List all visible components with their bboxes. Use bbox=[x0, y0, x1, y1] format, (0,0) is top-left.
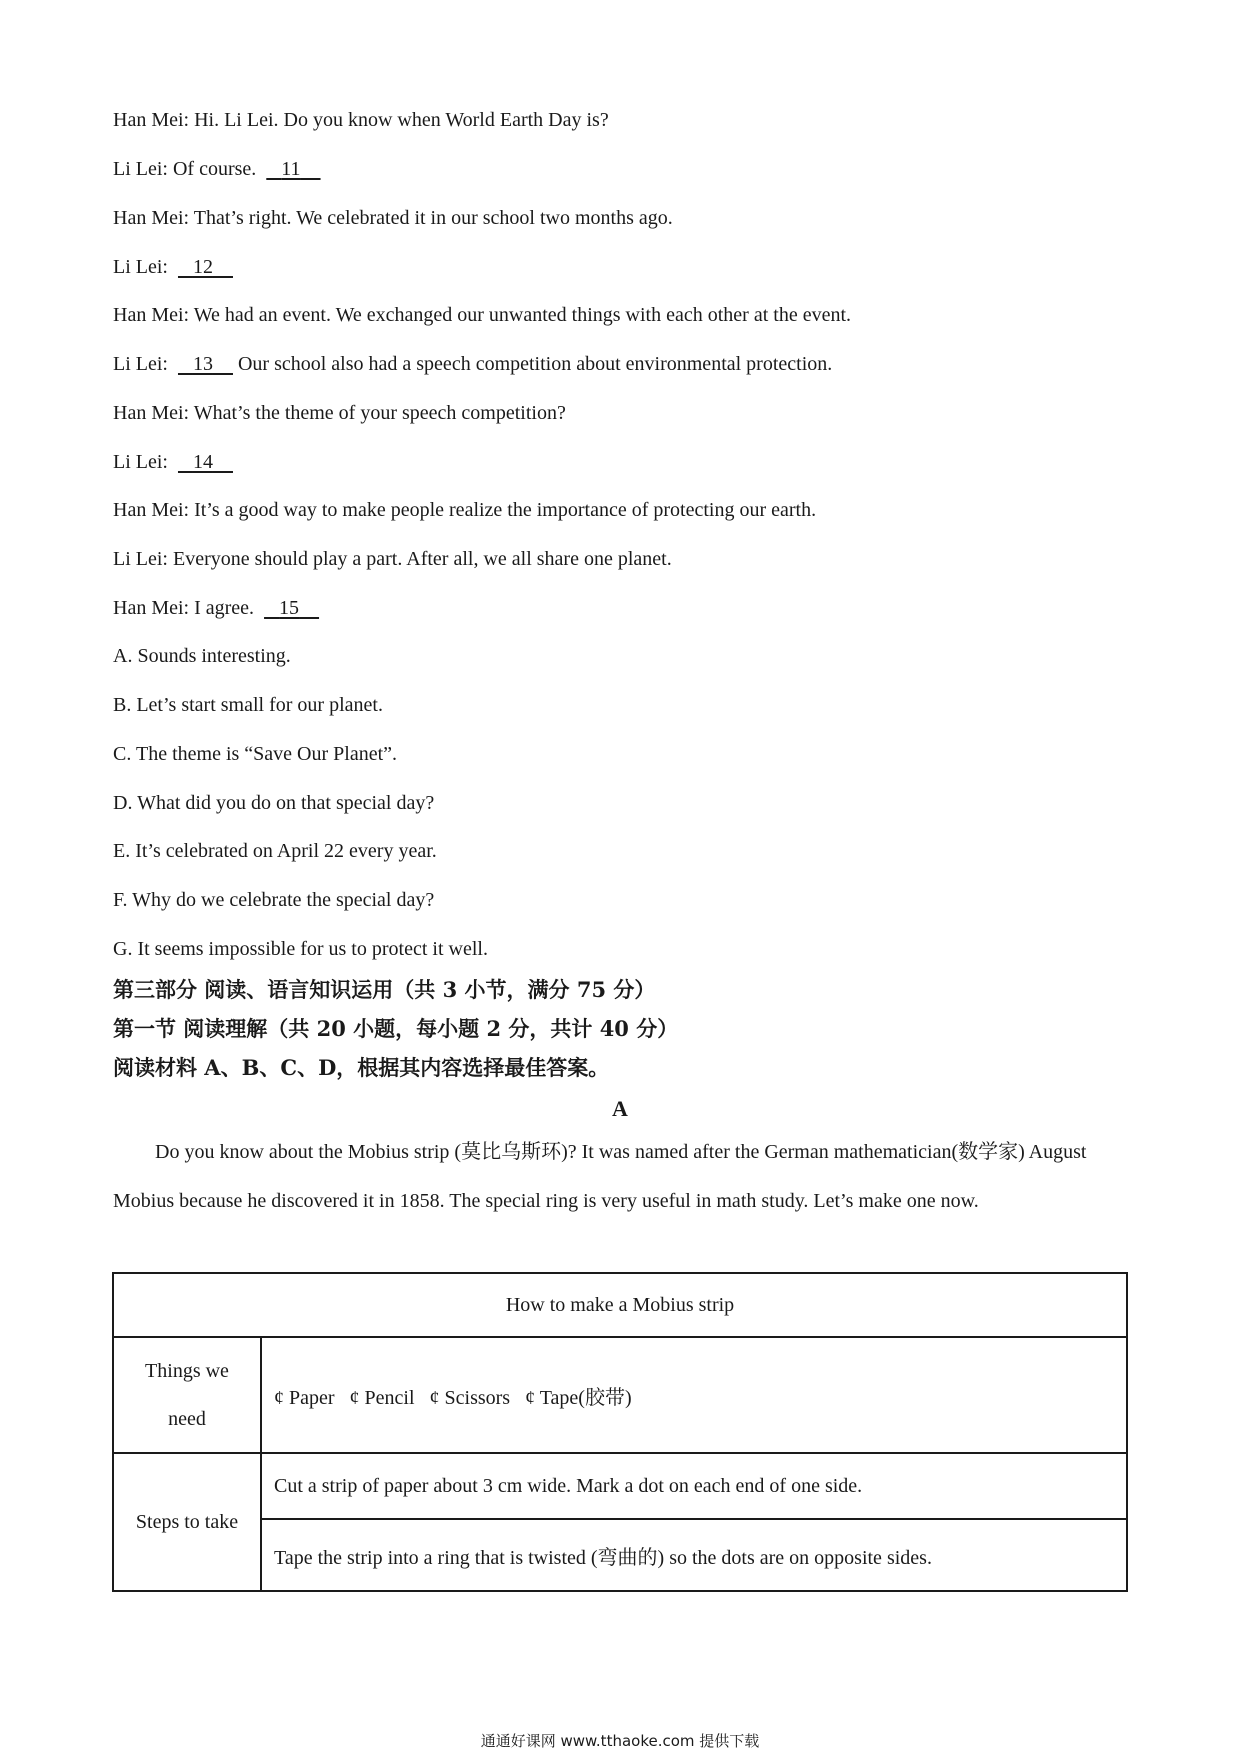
dialogue-line: Li Lei: 14 bbox=[113, 451, 213, 473]
blank-number: 14 bbox=[192, 451, 213, 473]
option-g: G. It seems impossible for us to protect it well. bbox=[113, 938, 488, 960]
passage-title: A bbox=[612, 1096, 628, 1121]
table-title: How to make a Mobius strip bbox=[113, 1273, 1127, 1337]
blank-number: 12 bbox=[192, 256, 213, 278]
blank-number: 15 bbox=[279, 597, 300, 619]
dialogue-line: Li Lei: Everyone should play a part. After all, we all share one planet. bbox=[113, 548, 672, 570]
step-2: Tape the strip into a ring that is twisted (弯曲的) so the dots are on opposite sides. bbox=[261, 1519, 1127, 1591]
step-1: Cut a strip of paper about 3 cm wide. Mark a dot on each end of one side. bbox=[261, 1453, 1127, 1519]
dialogue-line: Li Lei: 12 bbox=[113, 256, 213, 278]
option-a: A. Sounds interesting. bbox=[113, 645, 291, 667]
dialogue-line: Han Mei: What’s the theme of your speech competition? bbox=[113, 402, 566, 424]
option-d: D. What did you do on that special day? bbox=[113, 792, 435, 814]
instruction-table bbox=[112, 1272, 1128, 1592]
option-f: F. Why do we celebrate the special day? bbox=[113, 889, 435, 911]
option-b: B. Let’s start small for our planet. bbox=[113, 694, 383, 716]
things-list: ¢ Paper ¢ Pencil ¢ Scissors ¢ Tape(胶带) bbox=[261, 1337, 1127, 1453]
passage-paragraph: Do you know about the Mobius strip (莫比乌斯环)? It was named after the German mathematician(数学家) August Mobius because he discovered it in 1858. The special ring is very useful in math study. Let’s make one now. bbox=[113, 1141, 1087, 1212]
dialogue-line: Li Lei: Of course. 11 bbox=[113, 158, 301, 180]
dialogue-line: Han Mei: It’s a good way to make people realize the importance of protecting our earth. bbox=[113, 499, 817, 521]
section-header-part3: 第三部分 阅读、语言知识运用（共 3 小节，满分 75 分） bbox=[113, 977, 656, 1002]
dialogue-line: Han Mei: That’s right. We celebrated it in our school two months ago. bbox=[113, 207, 673, 229]
option-e: E. It’s celebrated on April 22 every year. bbox=[113, 840, 437, 862]
dialogue-line: Han Mei: Hi. Li Lei. Do you know when World Earth Day is? bbox=[113, 109, 609, 131]
blank-number: 11 bbox=[281, 158, 301, 180]
blank-number: 13 bbox=[192, 353, 213, 375]
things-label: Things we need bbox=[113, 1337, 261, 1453]
dialogue-line: Han Mei: I agree. 15 bbox=[113, 597, 300, 619]
footer-watermark: 通通好课网 www.tthaoke.com 提供下载 bbox=[480, 1732, 760, 1750]
dialogue-line: Han Mei: We had an event. We exchanged our unwanted things with each other at the event. bbox=[113, 304, 852, 326]
dialogue-line: Li Lei: 13 Our school also had a speech competition about environmental protection. bbox=[113, 353, 833, 375]
steps-label: Steps to take bbox=[113, 1453, 261, 1591]
option-c: C. The theme is “Save Our Planet”. bbox=[113, 743, 398, 765]
section-header-reading: 第一节 阅读理解（共 20 小题，每小题 2 分，共计 40 分） bbox=[113, 1016, 679, 1041]
section-instructions: 阅读材料 A、B、C、D，根据其内容选择最佳答案。 bbox=[113, 1055, 610, 1080]
